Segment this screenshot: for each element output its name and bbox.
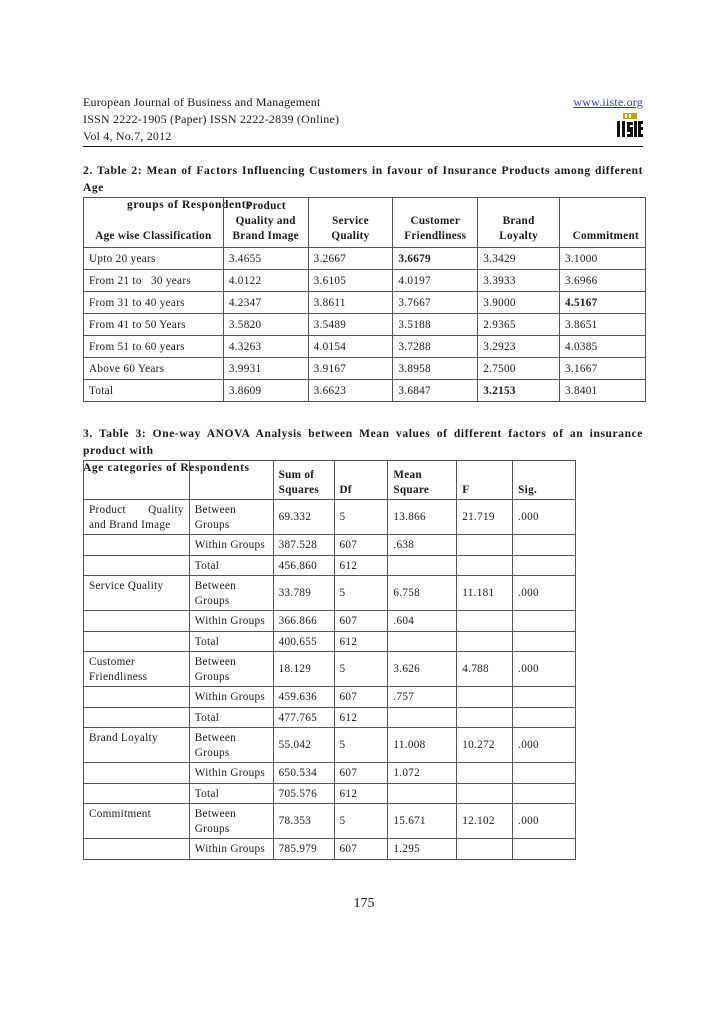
table-cell	[84, 839, 190, 860]
table-cell: 3.1000	[560, 248, 646, 270]
table-cell: 4.0154	[308, 336, 393, 358]
table-cell: Within Groups	[189, 687, 273, 708]
table2-header-cell: Commitment	[560, 198, 646, 248]
table-cell: Between Groups	[189, 576, 273, 611]
table-cell: 5	[334, 728, 388, 763]
table3-header-cell: Sum of Squares	[273, 461, 334, 500]
table-row	[84, 500, 576, 535]
table-row	[84, 314, 646, 336]
table-cell: .000	[513, 576, 576, 611]
table-cell: 21.719	[457, 500, 513, 535]
table-cell: 3.6847	[393, 380, 478, 402]
table2-header-cell: Service Quality	[308, 198, 393, 248]
table-cell: From 51 to 60 years	[84, 336, 224, 358]
table2-header-cell: Brand Loyalty	[478, 198, 560, 248]
table-cell: 4.2347	[223, 292, 308, 314]
table-cell: 2.7500	[478, 358, 560, 380]
table-cell: Total	[189, 707, 273, 728]
table-cell: 3.8609	[223, 380, 308, 402]
table-cell: 1.072	[388, 763, 457, 784]
table-cell: 3.6105	[308, 270, 393, 292]
table-cell: 3.626	[388, 652, 457, 687]
table-cell: 456.860	[273, 555, 334, 576]
table-cell	[84, 763, 190, 784]
table3-anova	[83, 460, 576, 860]
table-cell: .638	[388, 535, 457, 556]
table-cell: 3.8651	[560, 314, 646, 336]
table3-caption-line2: Age categories of Respondents	[83, 462, 250, 474]
table-cell	[513, 783, 576, 804]
table-cell: 12.102	[457, 804, 513, 839]
table2-caption-line2: groups of Respondents	[127, 199, 252, 211]
table-cell: .757	[388, 687, 457, 708]
table-cell	[388, 707, 457, 728]
table-cell	[513, 839, 576, 860]
table2-header-cell: Product Quality and Brand Image	[223, 198, 308, 248]
table-cell	[513, 763, 576, 784]
table-cell: 1.295	[388, 839, 457, 860]
journal-title: European Journal of Business and Management	[83, 95, 321, 109]
table-cell: .604	[388, 611, 457, 632]
table-cell: 3.9167	[308, 358, 393, 380]
table-cell: From 41 to 50 Years	[84, 314, 224, 336]
table-cell: 612	[334, 555, 388, 576]
table-cell: 3.2153	[478, 380, 560, 402]
table-row	[84, 576, 576, 611]
table-cell: 4.0197	[393, 270, 478, 292]
factor-cell: Product Quality and Brand Image	[84, 500, 190, 535]
table-cell	[84, 687, 190, 708]
table-cell: Between Groups	[189, 652, 273, 687]
journal-issn: ISSN 2222-1905 (Paper) ISSN 2222-2839 (Online)	[83, 112, 340, 126]
table-row	[84, 535, 576, 556]
table-row	[84, 728, 576, 763]
table-cell: .000	[513, 728, 576, 763]
table-cell: 2.9365	[478, 314, 560, 336]
table-cell	[513, 687, 576, 708]
table-cell: 55.042	[273, 728, 334, 763]
table-cell	[457, 783, 513, 804]
table-row	[84, 783, 576, 804]
table-row	[84, 804, 576, 839]
table-cell	[84, 611, 190, 632]
table-cell: 4.0385	[560, 336, 646, 358]
table3-header-row	[84, 461, 576, 500]
table-cell: 5	[334, 500, 388, 535]
table3-header-cell: F	[457, 461, 513, 500]
table-cell: 15.671	[388, 804, 457, 839]
table-cell	[457, 535, 513, 556]
table-row	[84, 839, 576, 860]
table-cell: From 31 to 40 years	[84, 292, 224, 314]
factor-cell: Commitment	[84, 804, 190, 839]
table-row	[84, 270, 646, 292]
table-cell	[84, 555, 190, 576]
table-cell	[513, 555, 576, 576]
table-cell: 3.1667	[560, 358, 646, 380]
table-row	[84, 652, 576, 687]
table-cell: 3.5489	[308, 314, 393, 336]
table-cell: 612	[334, 783, 388, 804]
table-cell	[457, 631, 513, 652]
table-cell: Above 60 Years	[84, 358, 224, 380]
table-cell: Between Groups	[189, 804, 273, 839]
iiste-logo-icon	[617, 113, 643, 137]
table-cell: Within Groups	[189, 611, 273, 632]
table-cell: .000	[513, 652, 576, 687]
table-cell: Total	[189, 555, 273, 576]
table-cell: 650.534	[273, 763, 334, 784]
table-cell	[457, 763, 513, 784]
table-cell: 387.528	[273, 535, 334, 556]
table3-header-cell: Sig.	[513, 461, 576, 500]
table-cell: 4.3263	[223, 336, 308, 358]
table-cell: 785.979	[273, 839, 334, 860]
table-cell: 5	[334, 576, 388, 611]
table-cell: 3.7288	[393, 336, 478, 358]
table-cell: 3.3429	[478, 248, 560, 270]
table-cell: 4.788	[457, 652, 513, 687]
table-cell: 607	[334, 687, 388, 708]
journal-header	[83, 94, 643, 145]
table3-header-cell	[189, 461, 273, 500]
table-cell: 3.9000	[478, 292, 560, 314]
table-row	[84, 358, 646, 380]
table-cell: 612	[334, 631, 388, 652]
table-cell: 705.576	[273, 783, 334, 804]
journal-volume: Vol 4, No.7, 2012	[83, 129, 172, 143]
table-cell: 69.332	[273, 500, 334, 535]
table-cell: 3.7667	[393, 292, 478, 314]
table-row	[84, 687, 576, 708]
header-rule	[83, 146, 643, 147]
table-cell: 459.636	[273, 687, 334, 708]
table-cell	[457, 687, 513, 708]
table2-header-cell: Age wise Classification	[84, 198, 224, 248]
table-row	[84, 763, 576, 784]
table3-header-cell: Df	[334, 461, 388, 500]
table-cell: 607	[334, 611, 388, 632]
table2-caption-line1: 2. Table 2: Mean of Factors Influencing Customers in favour of Insurance Products among different Age	[83, 165, 643, 194]
table-cell: .000	[513, 804, 576, 839]
table-cell	[457, 707, 513, 728]
table-cell: 400.655	[273, 631, 334, 652]
table-cell	[457, 611, 513, 632]
table-cell	[513, 631, 576, 652]
table-cell: 3.2667	[308, 248, 393, 270]
table3-header-cell: Mean Square	[388, 461, 457, 500]
table-cell: 3.8401	[560, 380, 646, 402]
table-cell	[388, 783, 457, 804]
table-row	[84, 248, 646, 270]
page-number: 175	[353, 896, 375, 911]
factor-cell: Brand Loyalty	[84, 728, 190, 763]
table-cell: 5	[334, 652, 388, 687]
table-cell: From 21 to 30 years	[84, 270, 224, 292]
table-cell: 3.5188	[393, 314, 478, 336]
table-cell: 10.272	[457, 728, 513, 763]
table-cell: 13.866	[388, 500, 457, 535]
factor-cell: Service Quality	[84, 576, 190, 611]
table-cell: 3.3933	[478, 270, 560, 292]
factor-cell: Customer Friendliness	[84, 652, 190, 687]
table-cell: 366.866	[273, 611, 334, 632]
table-cell: 5	[334, 804, 388, 839]
table-cell: 612	[334, 707, 388, 728]
table-cell	[513, 611, 576, 632]
table-cell: 18.129	[273, 652, 334, 687]
table2-mean-factors	[83, 197, 646, 402]
table-cell	[388, 555, 457, 576]
table-cell: 477.765	[273, 707, 334, 728]
table-cell: 607	[334, 839, 388, 860]
table-cell: Between Groups	[189, 728, 273, 763]
table-cell: 607	[334, 763, 388, 784]
table-cell	[457, 839, 513, 860]
table-row	[84, 380, 646, 402]
journal-url-link[interactable]: www.iiste.org	[573, 95, 643, 109]
table-row	[84, 555, 576, 576]
table-cell: 6.758	[388, 576, 457, 611]
table-cell: Within Groups	[189, 839, 273, 860]
table-cell: 3.4655	[223, 248, 308, 270]
table-cell: 3.8958	[393, 358, 478, 380]
table-cell	[513, 535, 576, 556]
table3-caption-line1: 3. Table 3: One-way ANOVA Analysis between Mean values of different factors of an insurance product with	[83, 428, 643, 457]
table-cell	[457, 555, 513, 576]
table-cell	[388, 631, 457, 652]
table-cell: 11.008	[388, 728, 457, 763]
table-cell: 3.6679	[393, 248, 478, 270]
table-cell: 11.181	[457, 576, 513, 611]
table-cell: 33.789	[273, 576, 334, 611]
table-cell: 3.8611	[308, 292, 393, 314]
table-cell: 3.9931	[223, 358, 308, 380]
table-cell: 4.5167	[560, 292, 646, 314]
table2-header-cell: Customer Friendliness	[393, 198, 478, 248]
table-row	[84, 292, 646, 314]
table-cell	[513, 707, 576, 728]
table3-header-cell	[84, 461, 190, 500]
table-row	[84, 336, 646, 358]
table-cell: Total	[189, 783, 273, 804]
table-cell: 4.0122	[223, 270, 308, 292]
table-cell: 3.6623	[308, 380, 393, 402]
table-cell	[84, 707, 190, 728]
table-cell: 3.5820	[223, 314, 308, 336]
table-cell: 3.2923	[478, 336, 560, 358]
table-cell: 3.6966	[560, 270, 646, 292]
table-cell: Total	[84, 380, 224, 402]
table-cell: 78.353	[273, 804, 334, 839]
table-cell: .000	[513, 500, 576, 535]
table-row	[84, 631, 576, 652]
table-cell: 607	[334, 535, 388, 556]
table-cell: Within Groups	[189, 535, 273, 556]
table-row	[84, 611, 576, 632]
table-cell: Within Groups	[189, 763, 273, 784]
table-cell	[84, 535, 190, 556]
table-cell	[84, 631, 190, 652]
table-row	[84, 707, 576, 728]
table-cell: Total	[189, 631, 273, 652]
table-cell: Upto 20 years	[84, 248, 224, 270]
table-cell: Between Groups	[189, 500, 273, 535]
table-cell	[84, 783, 190, 804]
table2-header-row	[84, 198, 646, 248]
